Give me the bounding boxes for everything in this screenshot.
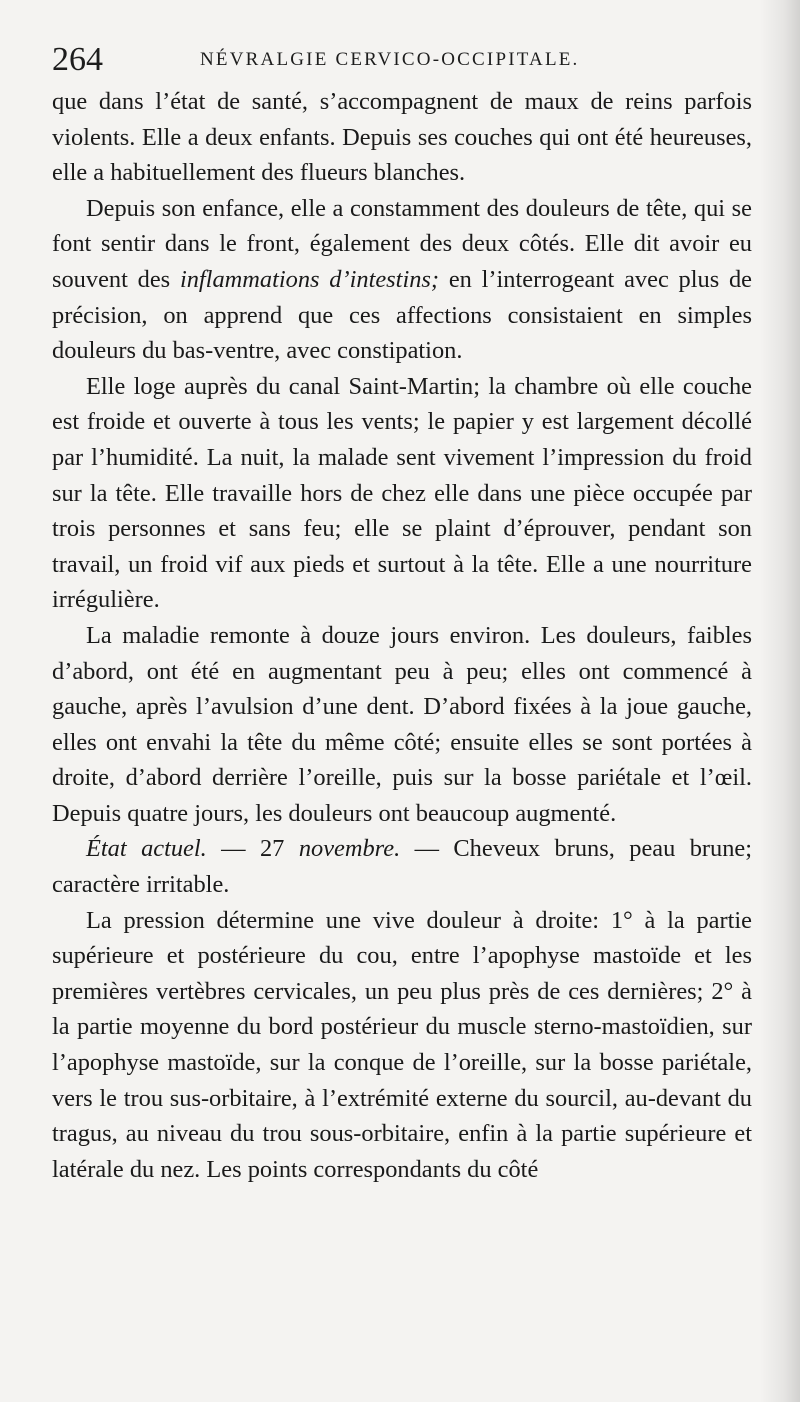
page-edge-shadow <box>760 0 800 1402</box>
paragraph-2-text-after: en l’interrogeant avec plus de précision, on apprend que ces affections consistaient en simples douleurs du bas-ventre, avec constipation. <box>52 265 752 365</box>
page-number: 264 <box>52 41 103 78</box>
date-label: novembre. <box>298 835 401 863</box>
paragraph-2-text-before: Depuis son enfance, elle a constamment des douleurs de tête, qui se font sentir dans le front, également des deux côtés. Elle dit avoir eu souvent des <box>52 194 752 293</box>
paragraph-5-text-after: — Cheveux bruns, peau brune; caractère irritable. <box>52 835 753 899</box>
date-prefix: — 27 <box>206 835 299 863</box>
paragraph-1: que dans l’état de santé, s’accompagnent de maux de reins parfois violents. Elle a deux enfants. Depuis ses couches qui ont été heureuses, elle a habituellement des flueurs blanches. <box>52 88 752 187</box>
etat-actuel-label: État actuel. <box>86 835 207 863</box>
paragraph-3: Elle loge auprès du canal Saint-Martin; la chambre où elle couche est froide et ouverte à tous les vents; le papier y est largement décollé par l’humidité. La nuit, la malade sent vivement l’impression du froid sur la tête. Elle travaille hors de chez elle dans une pièce occupée par trois personnes et sans feu; elle se plaint d’éprouver, pendant son travail, un froid vif aux pieds et surtout à la tête. Elle a une nourriture irrégulière. <box>52 372 752 614</box>
paragraph-5 <box>52 831 752 902</box>
body-text <box>52 84 752 1187</box>
paragraph-2 <box>52 191 752 369</box>
paragraph-6: La pression détermine une vive douleur à droite: 1° à la partie supérieure et postérieure du cou, entre l’apophyse mastoïde et les premières vertèbres cervicales, un peu plus près de ces dernières; 2° à la partie moyenne du bord postérieur du muscle sterno-mastoïdien, sur l’apophyse mastoïde, sur la conque de l’oreille, sur la bosse pariétale, vers le trou sus-orbitaire, à l’extrémité externe du sourcil, au-devant du tragus, au niveau du trou sous-orbitaire, enfin à la partie supérieure et latérale du nez. Les points correspondants du côté <box>52 906 752 1183</box>
running-title: NÉVRALGIE CERVICO-OCCIPITALE. <box>200 49 580 70</box>
paragraph-2-italic-term: inflammations d’intestins; <box>179 265 440 293</box>
paragraph-4: La maladie remonte à douze jours environ. Les douleurs, faibles d’abord, ont été en augmentant peu à peu; elles ont commencé à gauche, après l’avulsion d’une dent. D’abord fixées à la joue gauche, elles ont envahi la tête du même côté; ensuite elles se sont portées à droite, d’abord derrière l’oreille, puis sur la bosse pariétale et l’œil. Depuis quatre jours, les douleurs ont beaucoup augmenté. <box>52 621 752 827</box>
running-head <box>52 40 752 80</box>
